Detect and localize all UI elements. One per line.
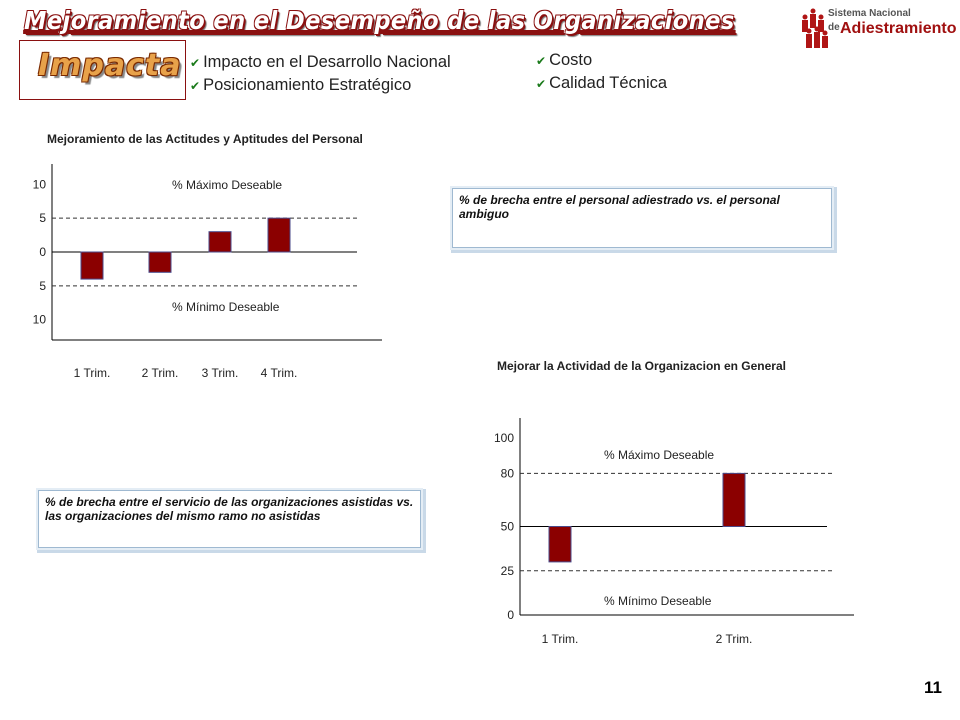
bar (723, 473, 745, 526)
x-tick-label: 1 Trim. (73, 366, 111, 380)
x-tick-label: 2 Trim. (715, 632, 753, 646)
callout-organizaciones: % de brecha entre el servicio de las organizaciones asistidas vs. las organizaciones del mismo ramo no asistidas (38, 490, 421, 548)
y-tick-label: 50 (500, 519, 514, 534)
callout-personal: % de brecha entre el personal adiestrado vs. el personal ambiguo (452, 188, 832, 248)
y-tick-label: 0 (39, 245, 46, 259)
list-item-label: Costo (549, 51, 593, 69)
list-item-label: Calidad Técnica (549, 74, 668, 92)
impact-list-left (190, 51, 451, 97)
page-title: Mejoramiento en el Desempeño de las Organizaciones (24, 6, 735, 35)
reference-label: % Máximo Deseable (604, 448, 715, 462)
x-tick-label: 2 Trim. (141, 366, 179, 380)
list-item (190, 74, 451, 97)
list-item-label: Posicionamiento Estratégico (203, 76, 412, 94)
chart-2-title: Mejorar la Actividad de la Organizacion en General (497, 359, 786, 373)
x-tick-label: 1 Trim. (541, 632, 579, 646)
y-tick-label: 0 (507, 608, 514, 622)
impact-list-right (536, 49, 667, 95)
bar (268, 218, 290, 252)
list-item-label: Impacto en el Desarrollo Nacional (203, 53, 451, 71)
bar (149, 252, 171, 272)
impacta-label: Impacta (38, 48, 182, 83)
chart-organizacion (470, 405, 860, 650)
y-tick-label: 5 (39, 278, 46, 293)
bar (549, 527, 571, 562)
y-tick-label: 10 (32, 312, 46, 327)
y-tick-label: 80 (500, 466, 514, 481)
reference-label: % Mínimo Deseable (172, 300, 280, 314)
list-item (536, 72, 667, 95)
y-tick-label: 100 (493, 431, 514, 445)
logo-line-3: Adiestramiento (840, 20, 957, 37)
chart-personal (20, 160, 400, 385)
check-icon: ✔ (536, 54, 547, 68)
list-item (190, 51, 451, 74)
page-number: 11 (924, 678, 942, 697)
logo-line-2: de (828, 22, 840, 33)
reference-label: % Máximo Deseable (172, 178, 283, 192)
x-tick-label: 4 Trim. (260, 366, 298, 380)
y-tick-label: 25 (500, 563, 514, 578)
x-tick-label: 3 Trim. (201, 366, 239, 380)
logo-line-1: Sistema Nacional (828, 8, 911, 19)
reference-label: % Mínimo Deseable (604, 594, 712, 608)
chart-1-title: Mejoramiento de las Actitudes y Aptitudes del Personal (47, 132, 363, 146)
bar (81, 252, 103, 279)
check-icon: ✔ (190, 79, 201, 93)
bar (209, 232, 231, 252)
check-icon: ✔ (536, 77, 547, 91)
check-icon: ✔ (190, 56, 201, 70)
y-tick-label: 10 (32, 177, 46, 192)
list-item (536, 49, 667, 72)
y-tick-label: 5 (39, 211, 46, 226)
